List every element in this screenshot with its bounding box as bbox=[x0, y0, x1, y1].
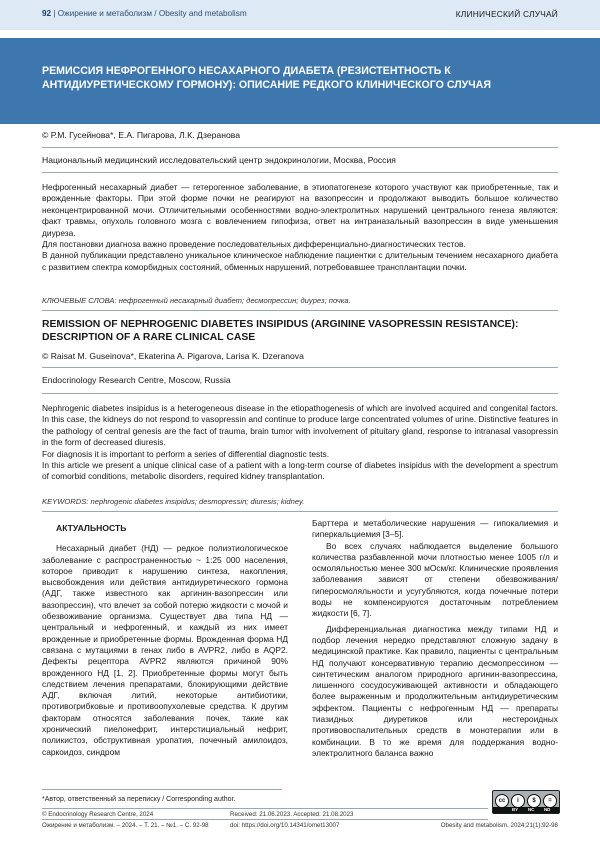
doi-link[interactable]: doi: https://doi.org/10.14341/omet13007 bbox=[230, 822, 340, 829]
abstract-en-paragraph: Nephrogenic diabetes insipidus is a heterogeneous disease in the etiopathogenesis of which are involved acquired and congenital factors. In this case, the kidneys do not respond to vasopressin and continue to produce large concentrated volumes of urine. Distinctive features in the pathology of central genesis are the fact of trauma, brain tumor with involvement of pituitary gland, response to intranasal vasopressin in the form of decreased diuresis. bbox=[42, 403, 558, 448]
divider bbox=[42, 511, 558, 512]
journal-name: | Ожирение и метаболизм / Obesity and metabolism bbox=[53, 9, 247, 18]
section-label: КЛИНИЧЕСКИЙ СЛУЧАЙ bbox=[455, 9, 558, 19]
divider bbox=[42, 310, 558, 311]
by-icon: i bbox=[511, 794, 525, 808]
license-label: BY bbox=[512, 807, 519, 812]
running-header bbox=[0, 0, 600, 30]
institution-ru: Национальный медицинский исследовательский центр эндокринологии, Москва, Россия bbox=[42, 155, 396, 165]
citation-en: Obesity and metabolism. 2024;21(1):92-98 bbox=[440, 822, 558, 829]
footnote: *Автор, ответственный за переписку / Corresponding author. bbox=[42, 796, 236, 803]
cc-license-badge[interactable] bbox=[492, 790, 560, 814]
copyright: © Endocrinology Research Centre, 2024 bbox=[42, 811, 154, 818]
abstract-ru-paragraph: В данной публикации представлено уникальное клиническое наблюдение пациентки с длительным течением несахарного диабета с развитием спектра коморбидных состояний, обменных нарушений, потребовавшее трансплантации почки. bbox=[42, 250, 558, 272]
abstract-en-paragraph: For diagnosis it is important to perform a series of differential diagnostic tests. bbox=[42, 448, 330, 459]
cc-icon: cc bbox=[495, 794, 509, 808]
body-paragraph: Во всех случаях наблюдается выделение большого количества разбавленной мочи плотностью менее 1005 г/л и осмоляльностью менее 300 мОсм/кг. Клинические проявления заболевания зависят от степени обезвоживания/гиперосмоляльности и усугубляются, когда почечные потери воды не компенсируются достаточным потреблением жидкости [6, 7]. bbox=[312, 540, 558, 619]
authors-en: © Raisat M. Guseinova*, Ekaterina A. Pigarova, Larisa K. Dzeranova bbox=[42, 351, 304, 361]
body-column-right bbox=[312, 518, 558, 759]
nd-icon: = bbox=[543, 794, 557, 808]
body-paragraph: Дифференциальная диагностика между типами НД и подбор лечения нередко представляют сложную задачу в медицинской практике. Как правило, пациенты с центральным НД получают консервативную терапию десмопрессином — синтетическим аналогом природного аргинин-вазопрессина, лишенного сосудосуживающей активности и обладающего более выраженным и продолжительным антидиуретическим эффектом. Пациенты с нефрогенным НД — препараты тиазидных диуретиков или нестероидных противовоспалительных средств в монотерапии или в комбинации. В то же время для поддержания водно-электролитного баланса важно bbox=[312, 623, 558, 758]
body-paragraph: Барттера и метаболические нарушения — гипокалиемия и гиперкальциемия [3–5]. bbox=[312, 518, 558, 540]
keywords-en: KEYWORDS: nephrogenic diabetes insipidus; desmopressin; diuresis; kidney. bbox=[42, 497, 305, 506]
license-labels bbox=[493, 807, 559, 813]
divider bbox=[42, 393, 558, 394]
divider bbox=[42, 367, 558, 368]
abstract-ru-paragraph: Нефрогенный несахарный диабет — гетерогенное заболевание, в этиопатогенезе которого участвуют как приобретенные, так и врожденные факторы. При этой форме почки не реагируют на вазопрессин и продолжают выводить большое количество неконцентрированной мочи. Отличительными особенностями водно-электролитных нарушений центрального генеза являются: факт травмы, опухоль головного мозга с вовлечением гипофиза, ответ на интраназальный вазопрессин в виде уменьшения диуреза. bbox=[42, 182, 558, 238]
nc-icon: $ bbox=[527, 794, 541, 808]
title-banner bbox=[0, 38, 600, 124]
body-column-left bbox=[42, 518, 288, 758]
institution-en: Endocrinology Research Centre, Moscow, Russia bbox=[42, 375, 231, 385]
license-label: ND bbox=[544, 807, 551, 812]
section-heading: АКТУАЛЬНОСТЬ bbox=[56, 523, 127, 533]
footnote-rule bbox=[42, 789, 282, 790]
article-title-en: REMISSION OF NEPHROGENIC DIABETES INSIPIDUS (ARGININE VASOPRESSIN RESISTANCE): DESCRIPTION OF A RARE CLINICAL CASE bbox=[42, 319, 519, 344]
keywords-ru: КЛЮЧЕВЫЕ СЛОВА: нефрогенный несахарный диабет; десмопрессин; диурез; почка. bbox=[42, 296, 351, 305]
abstract-en bbox=[42, 403, 558, 483]
divider bbox=[42, 172, 558, 173]
body-paragraph: Несахарный диабет (НД) — редкое полиэтиологическое заболевание с распространенностью ~ 1:25 000 населения, которое приводит к нарушению синтеза, накопления, высвобождения или действия антидиуретического гормона (АДГ, также известного как аргинин-вазопрессин или вазопрессин), что влечет за собой потерю жидкости с мочой и обезвоживание организма. Существует два типа НД — центральный и нефрогенный, и каждый из них имеет врожденные и приобретенные формы. Врожденная форма НД связана с мутациями в генах либо в AVPR2, либо в AQP2. Дефекты рецептора AVPR2 являются причиной 90% врожденного НД [1, 2]. Приобретенные формы могут быть следствием лечения препаратами, блокирующими действие АДГ, включая литий, некоторые антибиотики, противогрибковые и противоопухолевые средства. К другим факторам относятся заболевания почек, такие как хронический пиелонефрит, интерстициальный нефрит, поликистоз, обструктивная уропатия, почечный амилоидоз, саркоидоз, синдром bbox=[42, 543, 288, 757]
page-number: 92 bbox=[42, 9, 52, 18]
license-label: NC bbox=[528, 807, 535, 812]
received-dates: Received: 21.06.2023. Accepted: 21.08.2023 bbox=[230, 811, 354, 818]
abstract-ru bbox=[42, 182, 558, 273]
citation-ru: Ожирение и метаболизм. – 2024. – Т. 21. – №1. – С. 92-98 bbox=[42, 822, 209, 829]
abstract-en-paragraph: In this article we present a unique clinical case of a patient with a long-term course of diabetes insipidus with the development a spectrum of comorbid conditions, metabolic disorders, required kidney transplantation. bbox=[42, 460, 558, 482]
article-title-ru: РЕМИССИЯ НЕФРОГЕННОГО НЕСАХАРНОГО ДИАБЕТА (РЕЗИСТЕНТНОСТЬ К АНТИДИУРЕТИЧЕСКОМУ ГОРМОНУ): ОПИСАНИЕ РЕДКОГО КЛИНИЧЕСКОГО СЛУЧАЯ bbox=[42, 65, 491, 91]
divider bbox=[42, 147, 558, 148]
footer-rule bbox=[42, 819, 488, 820]
footer-rule bbox=[42, 808, 488, 809]
header-left bbox=[42, 9, 247, 18]
abstract-ru-paragraph: Для постановки диагноза важно проведение последовательных дифференциально-диагностических тестов. bbox=[42, 239, 466, 250]
authors-ru: © Р.М. Гусейнова*, Е.А. Пигарова, Л.К. Дзеранова bbox=[42, 130, 240, 140]
